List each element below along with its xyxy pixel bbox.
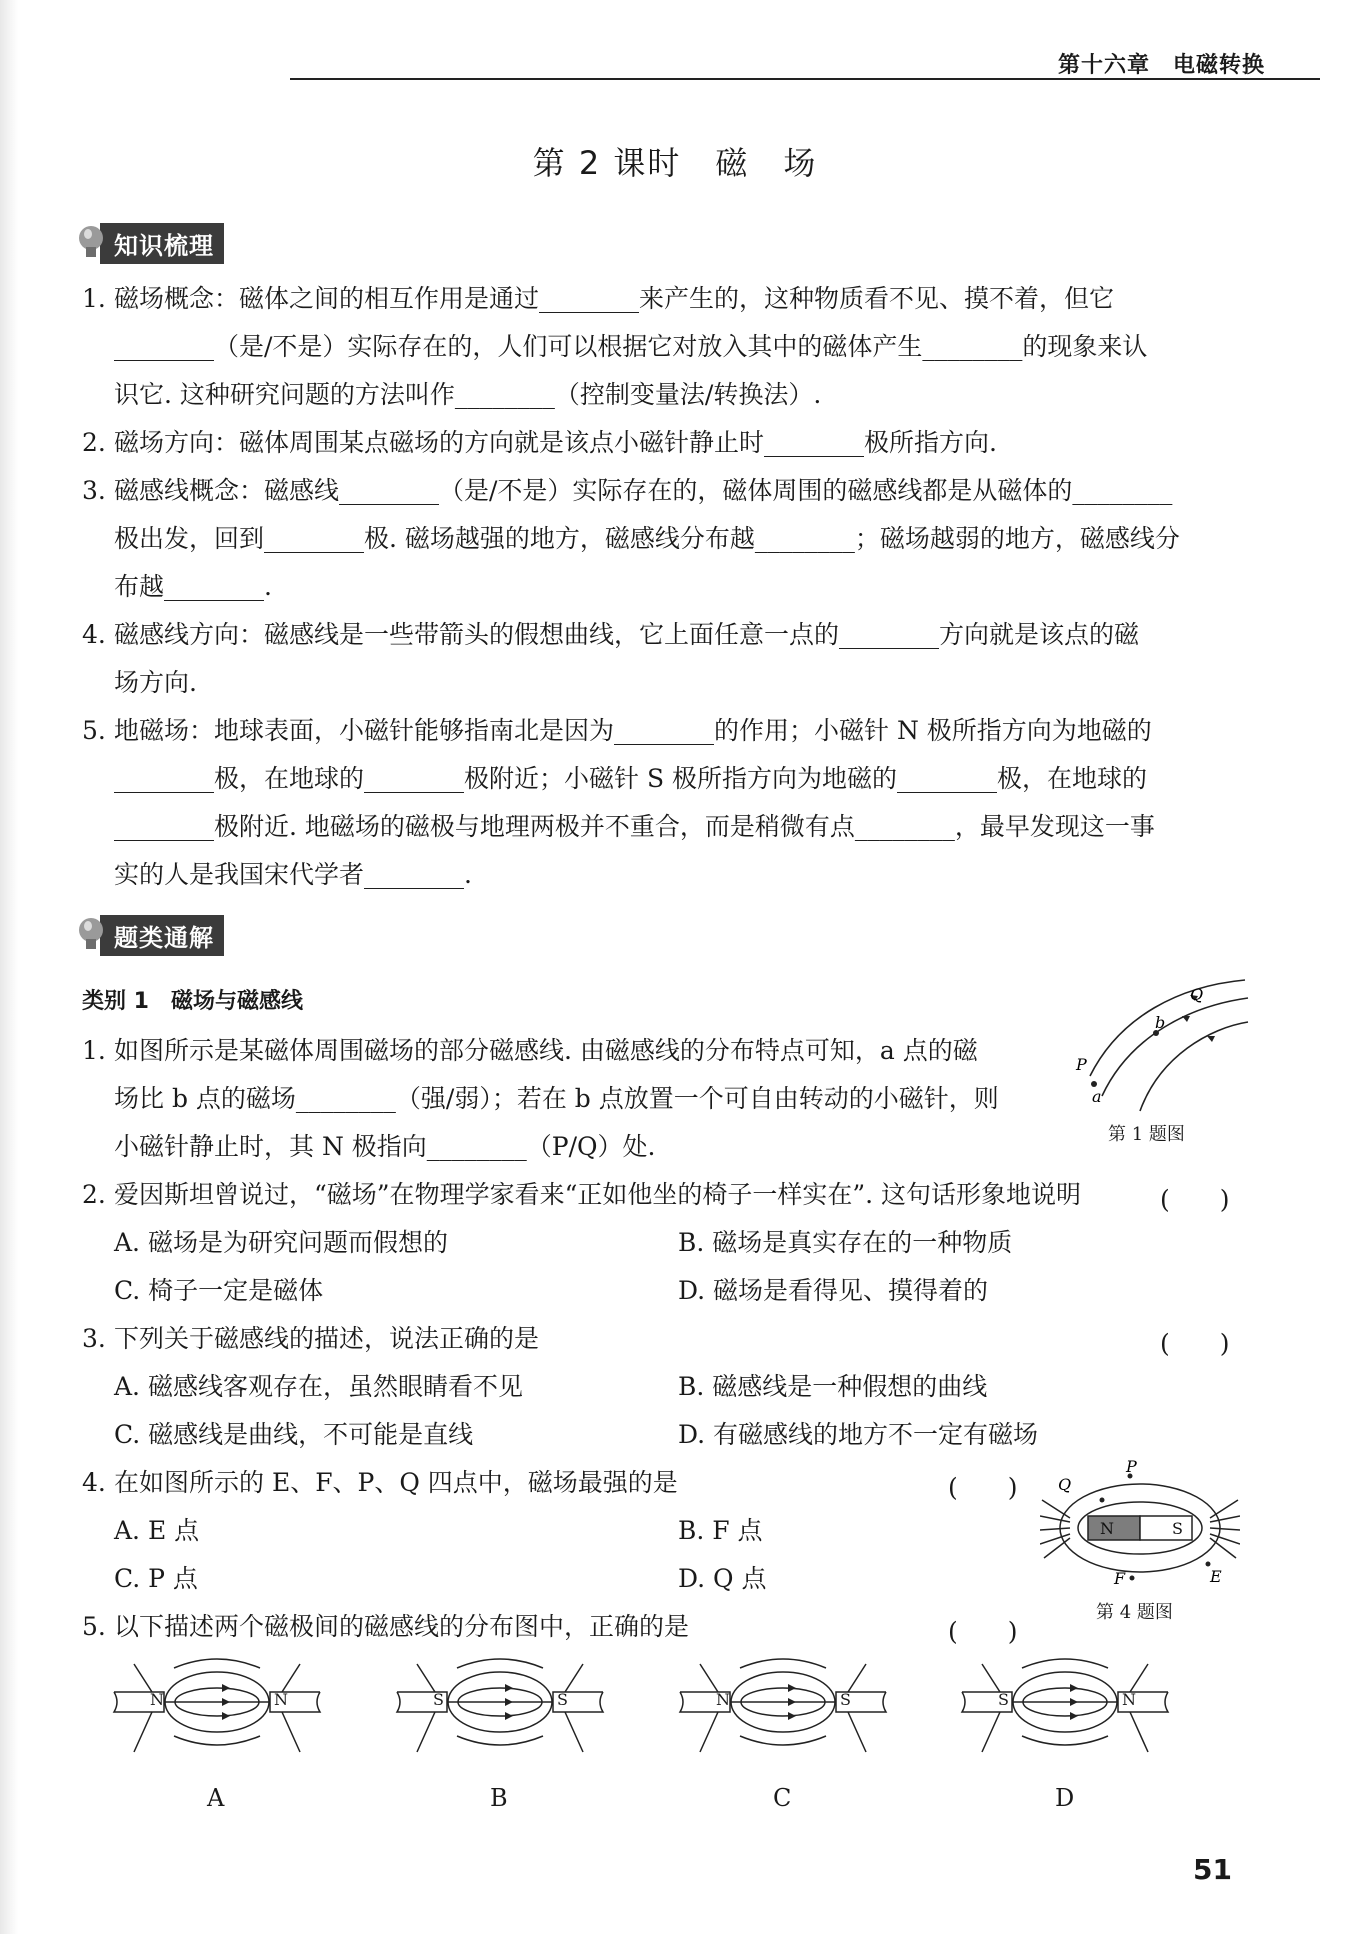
section-label: 知识梳理 (100, 223, 224, 264)
lesson-title: 第 2 课时 磁 场 (532, 144, 818, 182)
magnet-s: S (1172, 1519, 1183, 1538)
answer-parens: ( ) (1160, 1329, 1230, 1358)
category-heading: 类别 1 磁场与磁感线 (82, 989, 303, 1014)
knowledge-line: 地磁场：地球表面，小磁针能够指南北是因为________的作用；小磁针 N 极所指方向为地磁的 (114, 716, 1152, 745)
question-line: 如图所示是某磁体周围磁场的部分磁感线. 由磁感线的分布特点可知，a 点的磁 (114, 1036, 978, 1065)
pole-right: N (1122, 1690, 1136, 1709)
option-a: A. 磁感线客观存在，虽然眼睛看不见 (114, 1372, 523, 1401)
answer-parens: ( ) (948, 1617, 1018, 1646)
q5-option-c-figure (678, 1656, 888, 1812)
label-q: Q (1190, 985, 1204, 1004)
question-line: 小磁针静止时，其 N 极指向________（P/Q）处. (114, 1132, 656, 1161)
label-p: P (1126, 1460, 1137, 1476)
knowledge-line: 磁场方向：磁体周围某点磁场的方向就是该点小磁针静止时________极所指方向. (114, 428, 997, 457)
question-line: 场比 b 点的磁场________（强/弱）；若在 b 点放置一个可自由转动的小磁针，则 (114, 1084, 999, 1113)
question-number: 3. (82, 1324, 106, 1353)
item-number: 4. (82, 620, 106, 649)
question-number: 2. (82, 1180, 106, 1209)
option-a: A. E 点 (114, 1516, 200, 1545)
option-b: B. 磁场是真实存在的一种物质 (678, 1228, 1013, 1257)
page-edge-shadow (0, 0, 18, 1934)
answer-parens: ( ) (1160, 1185, 1230, 1214)
item-number: 5. (82, 716, 106, 745)
label-a: a (1092, 1087, 1102, 1106)
option-c: C. 椅子一定是磁体 (114, 1276, 324, 1305)
option-label: C (773, 1784, 792, 1812)
item-number: 3. (82, 476, 106, 505)
lightbulb-icon (78, 225, 104, 261)
knowledge-line: 磁场概念：磁体之间的相互作用是通过________来产生的，这种物质看不见、摸不着，但它 (114, 284, 1115, 313)
knowledge-line: 布越________. (114, 572, 272, 601)
option-label: B (490, 1784, 508, 1812)
question-stem: 下列关于磁感线的描述，说法正确的是 (114, 1324, 540, 1353)
section-knowledge (78, 224, 224, 262)
pole-left: S (998, 1690, 1009, 1709)
page-number: 51 (1193, 1853, 1232, 1886)
knowledge-line: ________极，在地球的________极附近；小磁针 S 极所指方向为地磁的________极，在地球的 (114, 764, 1148, 793)
section-problems (78, 916, 224, 954)
option-label: A (207, 1784, 225, 1812)
option-c: C. 磁感线是曲线，不可能是直线 (114, 1420, 474, 1449)
option-c: C. P 点 (114, 1564, 198, 1593)
question-number: 1. (82, 1036, 106, 1065)
fig4-caption: 第 4 题图 (1096, 1602, 1173, 1623)
header-rule (290, 78, 1320, 80)
pole-left: N (716, 1690, 730, 1709)
q5-option-b-figure (395, 1656, 605, 1812)
fig1-caption: 第 1 题图 (1108, 1124, 1185, 1145)
section-label: 题类通解 (100, 915, 224, 956)
q5-option-a-figure (112, 1656, 322, 1812)
item-number: 1. (82, 284, 106, 313)
knowledge-line: 极出发，回到________极. 磁场越强的地方，磁感线分布越________；磁场越弱的地方，磁感线分 (114, 524, 1180, 553)
answer-parens: ( ) (948, 1473, 1018, 1502)
item-number: 2. (82, 428, 106, 457)
label-b: b (1155, 1013, 1166, 1032)
option-a: A. 磁场是为研究问题而假想的 (114, 1228, 448, 1257)
magnet-n: N (1100, 1519, 1114, 1538)
knowledge-line: 实的人是我国宋代学者________. (114, 860, 472, 889)
knowledge-line: ________极附近. 地磁场的磁极与地理两极并不重合，而是稍微有点________，最早发现这一事 (114, 812, 1155, 841)
option-d: D. 有磁感线的地方不一定有磁场 (678, 1420, 1039, 1449)
fig4-bar-magnet-diagram (1040, 1460, 1240, 1600)
lightbulb-icon (78, 917, 104, 953)
option-b: B. 磁感线是一种假想的曲线 (678, 1372, 988, 1401)
question-number: 4. (82, 1468, 106, 1497)
option-d: D. 磁场是看得见、摸得着的 (678, 1276, 989, 1305)
pole-right: S (557, 1690, 568, 1709)
pole-left: N (150, 1690, 164, 1709)
pole-right: N (274, 1690, 288, 1709)
question-stem: 爱因斯坦曾说过，“磁场”在物理学家看来“正如他坐的椅子一样实在”. 这句话形象地说明 (114, 1180, 1082, 1209)
option-b: B. F 点 (678, 1516, 763, 1545)
label-f: F (1114, 1569, 1126, 1588)
label-e: E (1210, 1567, 1222, 1586)
question-stem: 在如图所示的 E、F、P、Q 四点中，磁场最强的是 (114, 1468, 678, 1497)
fig1-field-lines-diagram (1070, 976, 1250, 1116)
option-label: D (1055, 1784, 1075, 1812)
chapter-header: 第十六章 电磁转换 (1057, 53, 1265, 78)
pole-right: S (840, 1690, 851, 1709)
question-stem: 以下描述两个磁极间的磁感线的分布图中，正确的是 (114, 1612, 690, 1641)
label-q: Q (1058, 1475, 1072, 1494)
option-d: D. Q 点 (678, 1564, 767, 1593)
label-p: P (1076, 1055, 1087, 1074)
knowledge-line: 场方向. (114, 668, 197, 697)
pole-left: S (433, 1690, 444, 1709)
knowledge-line: ________（是/不是）实际存在的，人们可以根据它对放入其中的磁体产生________的现象来认 (114, 332, 1148, 361)
knowledge-line: 磁感线概念：磁感线________（是/不是）实际存在的，磁体周围的磁感线都是从磁体的________ (114, 476, 1173, 505)
question-number: 5. (82, 1612, 106, 1641)
knowledge-line: 识它. 这种研究问题的方法叫作________（控制变量法/转换法）. (114, 380, 822, 409)
knowledge-line: 磁感线方向：磁感线是一些带箭头的假想曲线，它上面任意一点的________方向就是该点的磁 (114, 620, 1140, 649)
q5-option-d-figure (960, 1656, 1170, 1812)
